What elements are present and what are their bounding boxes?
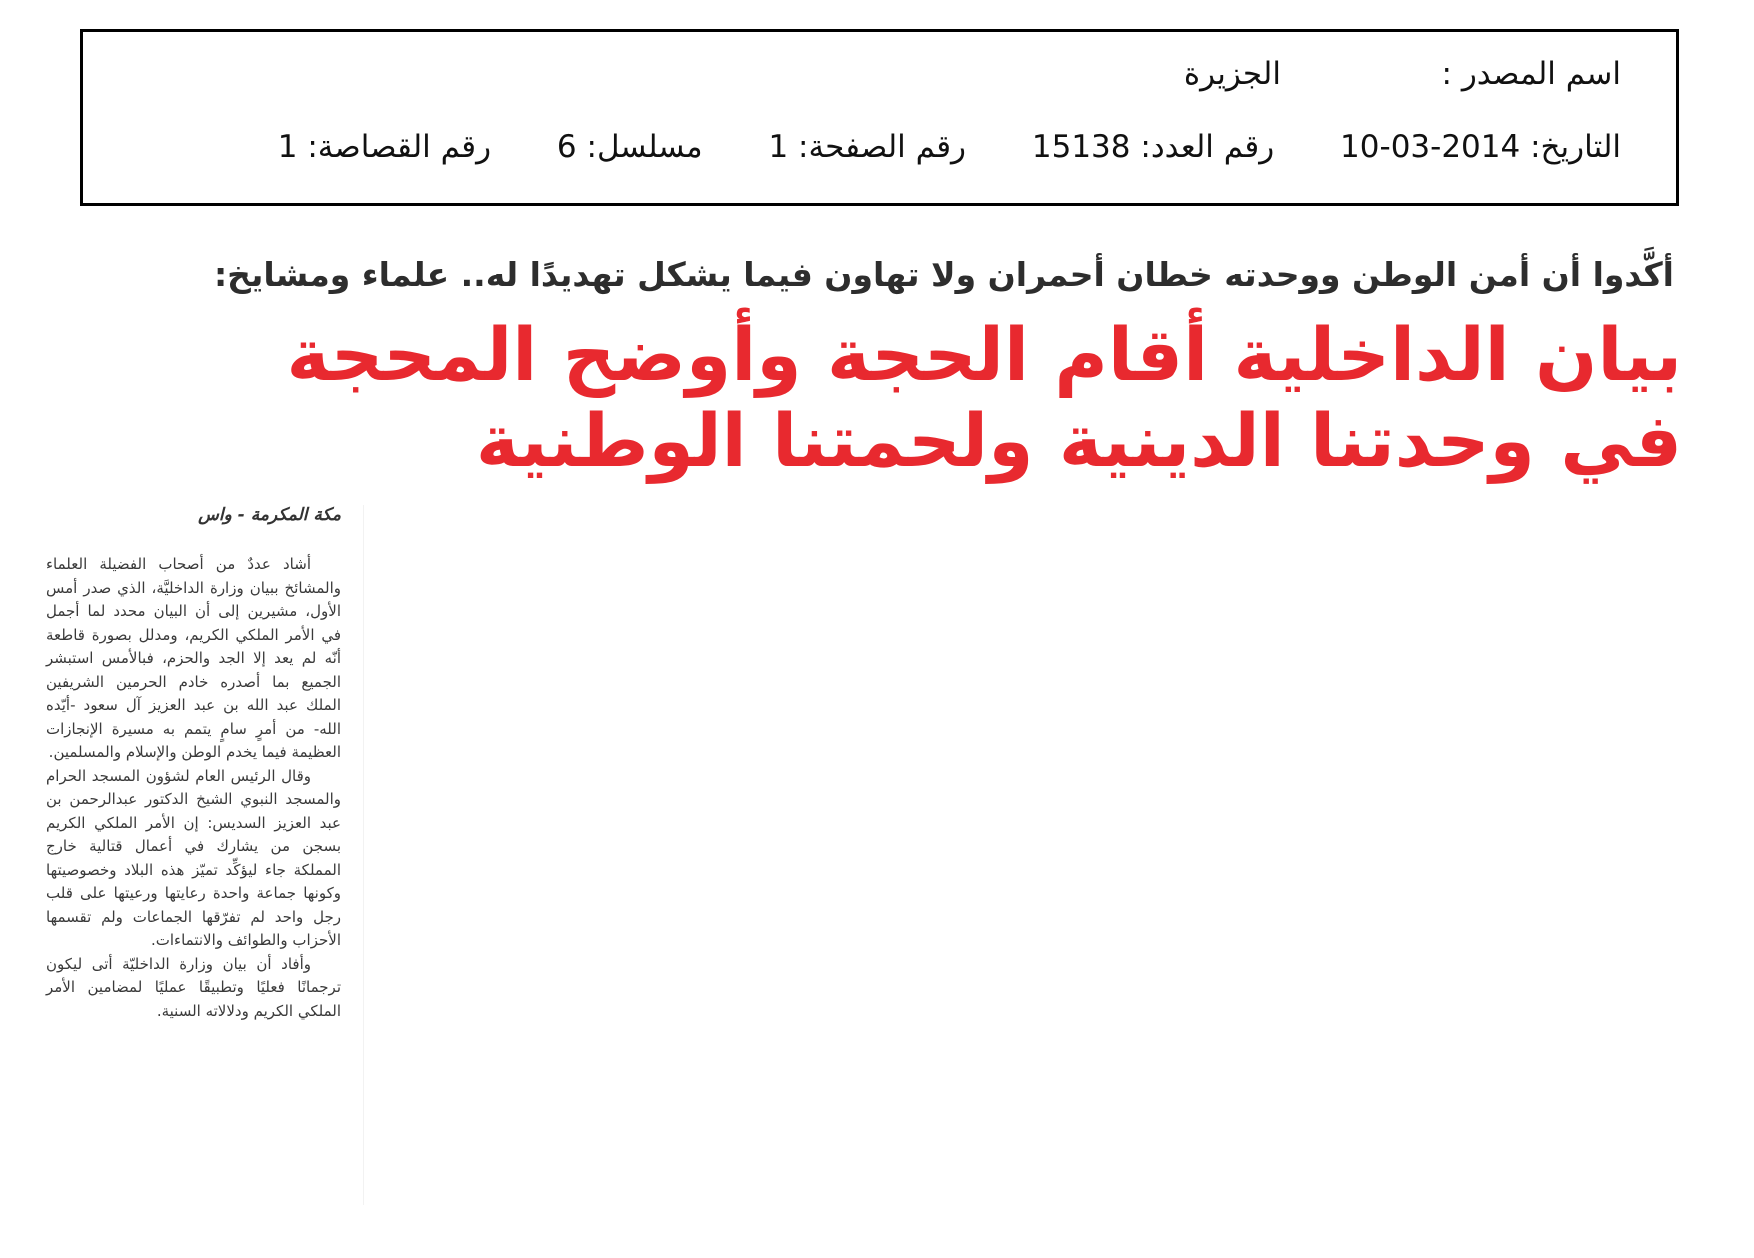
clipping-metadata-box	[80, 29, 1679, 206]
headline-line-1: بيان الداخلية أقام الحجة وأوضح المحجة	[286, 313, 1682, 398]
headline-line-2: في وحدتنا الدينية ولحمتنا الوطنية	[475, 399, 1682, 484]
body-paragraph: وقال الرئيس العام لشؤون المسجد الحرام والمسجد النبوي الشيخ الدكتور عبدالرحمن بن عبد العزيز السديس: إن الأمر الملكي الكريم بسجن من يشارك في أعمال قتالية خارج المملكة جاء ليؤكِّد تميّز هذه البلاد وخصوصيتها وكونها جماعة واحدة رعايتها ورعيتها على قلب رجل واحد لم تفرّقها الجماعات ولم تقسمها الأحزاب والطوائف والانتماءات.	[46, 766, 341, 949]
article-body-column	[46, 553, 341, 1023]
date-field: التاريخ: 2014-03-10	[1340, 129, 1621, 165]
issue-number-field: رقم العدد: 15138	[1031, 129, 1275, 165]
source-name: الجزيرة	[1183, 56, 1281, 92]
page-number-field: رقم الصفحة: 1	[768, 129, 967, 165]
body-paragraph: أشاد عددٌ من أصحاب الفضيلة العلماء والمشائخ ببيان وزارة الداخليَّة، الذي صدر أمس الأول، مشيرين إلى أن البيان محدد لما أجمل في الأمر الملكي الكريم، ومدلل بصورة قاطعة أنّه لم يعد إلا الجد والحزم، فبالأمس استبشر الجميع بما أصدره خادم الحرمين الشريفين الملك عبد الله بن عبد العزيز آل سعود -أيّده الله- من أمرٍ سامٍ يتمم به مسيرة الإنجازات العظيمة فيما يخدم الوطن والإسلام والمسلمين.	[46, 555, 341, 761]
article-headline	[286, 313, 1682, 485]
body-paragraph: وأفاد أن بيان وزارة الداخليّة أتى ليكون ترجمانًا فعليًا وتطبيقًا عمليًا لمضامين الأمر الملكي الكريم ودلالاته السنية.	[46, 954, 341, 1020]
source-label: اسم المصدر :	[1441, 56, 1621, 92]
article-kicker: أكَّدوا أن أمن الوطن ووحدته خطان أحمران ولا تهاون فيما يشكل تهديدًا له.. علماء ومشايخ:	[213, 255, 1674, 294]
article-dateline: مكة المكرمة - واس	[198, 505, 341, 525]
serial-number-field: مسلسل: 6	[556, 129, 703, 165]
clipping-number-field: رقم القصاصة: 1	[277, 129, 492, 165]
newspaper-clipping	[0, 235, 1754, 1258]
clipping-details-row	[278, 129, 1621, 165]
column-divider	[363, 505, 364, 1205]
